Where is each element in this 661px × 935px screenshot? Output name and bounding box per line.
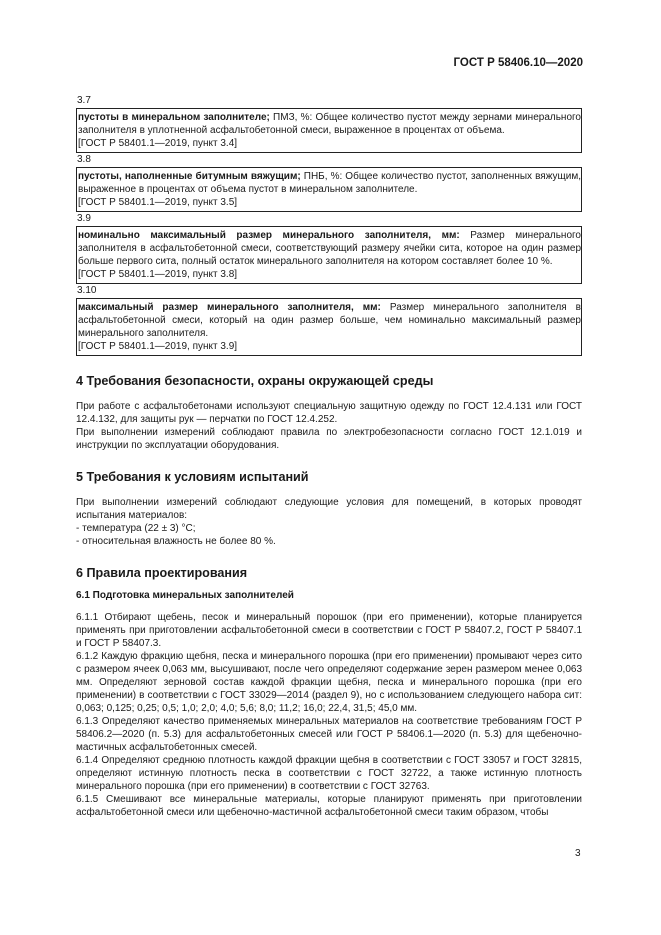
term-number: 3.9 <box>77 213 91 224</box>
term-box <box>76 167 582 212</box>
paragraph: При выполнении измерений соблюдают правила по электробезопасности согласно ГОСТ 12.1.019 и инструкции по эксплуатации оборудования. <box>76 427 582 451</box>
term-title: пустоты в минеральном заполнителе; <box>78 112 270 123</box>
term-source: [ГОСТ Р 58401.1—2019, пункт 3.8] <box>78 269 238 280</box>
section-heading: 6 Правила проектирования <box>76 566 248 580</box>
term-title: номинально максимальный размер минерального заполнителя, мм: <box>78 230 460 241</box>
document-header: ГОСТ Р 58406.10—2020 <box>453 57 583 69</box>
paragraph: 6.1.3 Определяют качество применяемых минеральных материалов на соответствие требованиям ГОСТ Р 58406.2—2020 (п. 5.3) для асфальтобетонных смесей или ГОСТ Р 58406.1—2020 (п. 5.3) для щебеночно-мастичных асфальтобетонных смесей. <box>76 716 582 753</box>
term-source: [ГОСТ Р 58401.1—2019, пункт 3.5] <box>78 197 238 208</box>
subsection-heading: 6.1 Подготовка минеральных заполнителей <box>76 590 294 601</box>
term-definition: ПМЗ, %: Общее количество пустот между зернами минерального заполнителя в уплотненной асфальтобетонной смеси, выраженное в процентах от объема. <box>78 112 581 136</box>
paragraph: 6.1.2 Каждую фракцию щебня, песка и минерального порошка (при его применении) промывают через сито с размером ячеек 0,063 мм, высушивают, после чего определяют содержание зерен размером менее 0,063 мм. Определяют зерновой состав каждой фракции щебня, песка и минерального порошка (при его применении) в соответствии с ГОСТ 33029—2014 (раздел 9), но с использованием следующего набора сит: 0,063; 0,125; 0,25; 0,5; 1,0; 2,0; 4,0; 5,6; 8,0; 11,2; 16,0; 22,4, 31,5; 45,0 мм. <box>76 651 582 714</box>
list-item: - температура (22 ± 3) °С; <box>76 523 196 534</box>
term-source: [ГОСТ Р 58401.1—2019, пункт 3.9] <box>78 341 238 352</box>
list-item: - относительная влажность не более 80 %. <box>76 536 276 547</box>
page-content <box>76 94 582 819</box>
term-box <box>76 226 582 284</box>
term-title: максимальный размер минерального заполнителя, мм: <box>78 302 381 313</box>
page-number: 3 <box>575 848 581 859</box>
paragraph: 6.1.1 Отбирают щебень, песок и минеральный порошок (при его применении), которые планируется применять при приготовлении асфальтобетонной смеси в соответствии с ГОСТ Р 58407.2, ГОСТ Р 58407.1 и ГОСТ Р 58407.3. <box>76 612 582 649</box>
term-box <box>76 108 582 153</box>
term-title: пустоты, наполненные битумным вяжущим; <box>78 171 301 182</box>
term-definition: Размер минерального заполнителя в асфальтобетонной смеси, который на один размер больше, чем номинально максимальный размер минерального заполнителя. <box>78 302 581 339</box>
paragraph: 6.1.5 Смешивают все минеральные материалы, которые планируют применять при приготовлении асфальтобетонной смеси или щебеночно-мастичной асфальтобетонной смеси таким образом, чтобы <box>76 794 582 818</box>
paragraph <box>76 400 582 426</box>
term-definition: ПНБ, %: Общее количество пустот, заполненных вяжущим, выраженное в процентах от объема пустот в минеральном заполнителе. <box>78 171 581 195</box>
paragraph: 6.1.4 Определяют среднюю плотность каждой фракции щебня в соответствии с ГОСТ 33057 и ГОСТ 32815, определяют истинную плотность песка в соответствии с ГОСТ 32722, а также истинную плотность минерального порошка (при его применении) в соответствии с ГОСТ 32763. <box>76 755 582 792</box>
term-definition: Размер минерального заполнителя в асфальтобетонной смеси, соответствующий размеру ячейки сита, которое на один размер больше первого сита, полный остаток минерального заполнителя на котором составляет более 10 %. <box>78 230 581 267</box>
section-heading: 5 Требования к условиям испытаний <box>76 470 309 484</box>
term-source: [ГОСТ Р 58401.1—2019, пункт 3.4] <box>78 138 238 149</box>
term-number: 3.8 <box>77 154 91 165</box>
paragraph-text: При работе с асфальтобетонами используют специальную защитную одежду по ГОСТ 12.4.131 или ГОСТ 12.4.132, для защиты рук — перчатки по ГОСТ 12.4.252. <box>76 401 582 425</box>
paragraph: При выполнении измерений соблюдают следующие условия для помещений, в которых проводят испытания материалов: <box>76 497 582 521</box>
term-number: 3.7 <box>77 95 91 106</box>
term-box <box>76 298 582 356</box>
section-heading: 4 Требования безопасности, охраны окружающей среды <box>76 374 434 388</box>
term-number: 3.10 <box>77 285 97 296</box>
